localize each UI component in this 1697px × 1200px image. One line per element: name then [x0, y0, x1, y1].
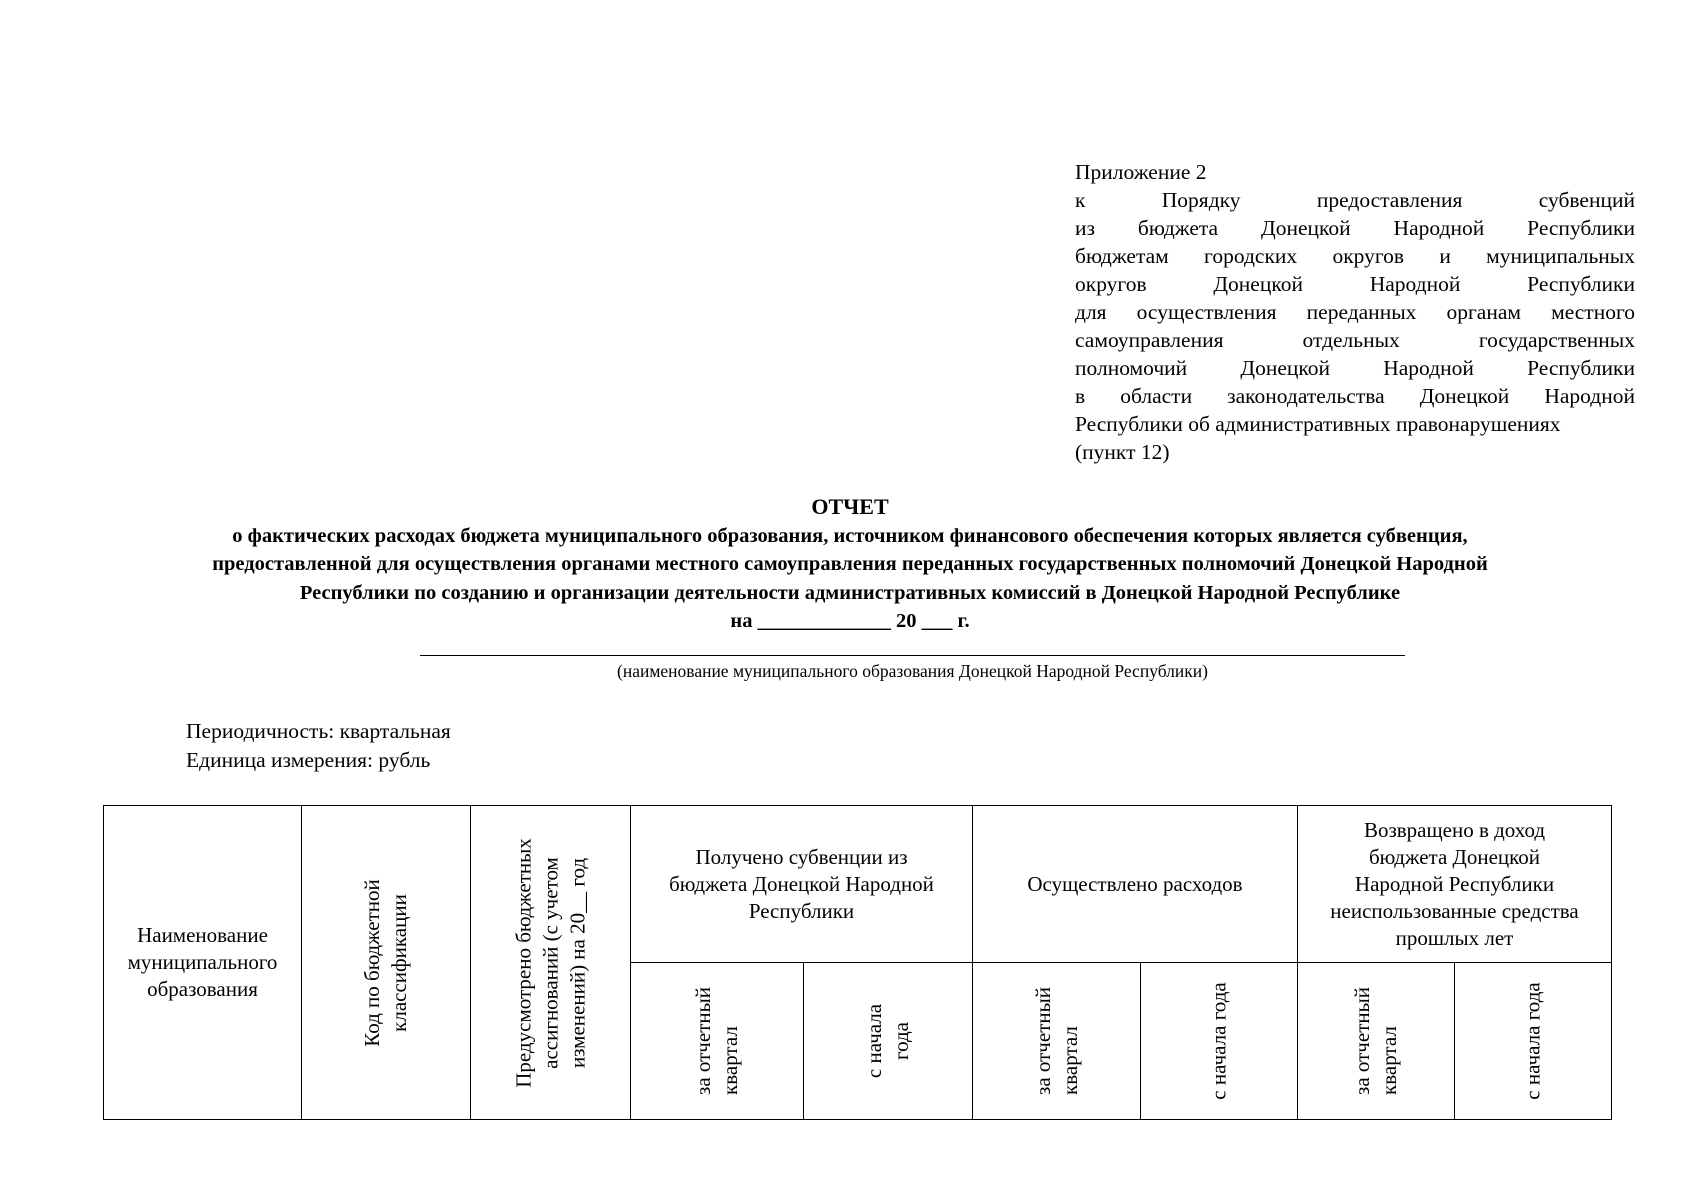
header-text: бюджета Донецкой Народной — [669, 871, 934, 896]
header-text: за отчетный — [691, 987, 715, 1095]
header-text: образования — [147, 977, 258, 1001]
appendix-line-9: в области законодательства Донецкой Народной — [1075, 384, 1635, 408]
header-text: ассигнований (с учетом — [538, 856, 562, 1069]
appendix-line-11: (пункт 12) — [1075, 440, 1170, 464]
subheader-returned-year — [1455, 963, 1612, 1120]
header-budget-code — [302, 806, 471, 1120]
header-text: квартал — [718, 1026, 742, 1095]
header-text: за отчетный — [1030, 987, 1055, 1095]
municipality-caption: (наименование муниципального образования Донецкой Народной Республики) — [617, 661, 1208, 681]
header-text: бюджета Донецкой — [1368, 844, 1541, 869]
report-date-line: на _____________ 20 ___ г. — [730, 610, 970, 632]
header-subvention-received — [631, 806, 973, 963]
header-funds-returned — [1298, 806, 1612, 963]
header-expenses-made — [973, 806, 1298, 963]
report-subtitle-line-1: о фактических расходах бюджета муниципального образования, источником финансового обеспечения которых является субвенция, — [232, 524, 1468, 547]
subheader-returned-quarter — [1298, 963, 1455, 1120]
header-text: Республики — [748, 898, 855, 923]
header-text: года — [889, 1022, 913, 1060]
subheader-received-year — [804, 963, 973, 1120]
report-subtitle-line-3: Республики по созданию и организации деятельности административных комиссий в Донецкой Народной Республике — [299, 581, 1401, 604]
header-text: прошлых лет — [1395, 925, 1514, 950]
header-text: квартал — [1057, 1026, 1082, 1095]
periodicity: Периодичность: квартальная — [186, 719, 451, 743]
unit-of-measure: Единица измерения: рубль — [186, 748, 431, 772]
report-subtitle-line-2: предоставленной для осуществления органами местного самоуправления переданных государственных полномочий Донецкой Народной — [212, 553, 1488, 575]
header-text: классификации — [387, 893, 411, 1032]
header-text: Наименование — [137, 923, 268, 947]
subheader-spent-quarter — [973, 963, 1141, 1120]
report-title: ОТЧЕТ — [811, 494, 889, 519]
header-text: с начала — [862, 1003, 886, 1079]
appendix-line-3: из бюджета Донецкой Народной Республики — [1075, 216, 1635, 240]
header-text: Осуществлено расходов — [1027, 871, 1243, 896]
header-text: изменений) на 20__ год — [565, 857, 589, 1068]
appendix-line-1: Приложение 2 — [1075, 160, 1207, 184]
header-planned-allocations — [471, 806, 631, 1120]
header-text: муниципального — [127, 950, 278, 974]
appendix-line-2: к Порядку предоставления субвенций — [1075, 188, 1635, 212]
header-text: Предусмотрено бюджетных — [511, 837, 535, 1088]
appendix-line-10: Республики об административных правонарушениях — [1075, 412, 1561, 436]
appendix-line-4: бюджетам городских округов и муниципальных — [1075, 244, 1635, 268]
report-meta — [186, 717, 451, 775]
municipality-name-line — [420, 655, 1405, 656]
report-table — [103, 805, 1612, 1120]
header-text: Народной Республики — [1354, 871, 1555, 896]
appendix-line-7: самоуправления отдельных государственных — [1075, 328, 1635, 352]
subheader-spent-year — [1141, 963, 1298, 1120]
header-text: за отчетный — [1350, 987, 1374, 1095]
header-municipality-name — [104, 806, 302, 1120]
header-text: Возвращено в доход — [1363, 817, 1546, 842]
header-text: квартал — [1377, 1026, 1401, 1095]
header-text: Получено субвенции из — [695, 844, 908, 869]
header-text: Код по бюджетной — [360, 878, 384, 1047]
header-text: с начала года — [1206, 982, 1231, 1100]
appendix-block — [1075, 158, 1635, 466]
header-text: с начала года — [1520, 982, 1545, 1100]
subheader-received-quarter — [631, 963, 804, 1120]
report-title-block — [100, 493, 1600, 636]
appendix-line-6: для осуществления переданных органам местного — [1075, 300, 1635, 324]
header-text: неиспользованные средства — [1330, 898, 1579, 923]
appendix-line-8: полномочий Донецкой Народной Республики — [1075, 356, 1635, 380]
appendix-line-5: округов Донецкой Народной Республики — [1075, 272, 1635, 296]
